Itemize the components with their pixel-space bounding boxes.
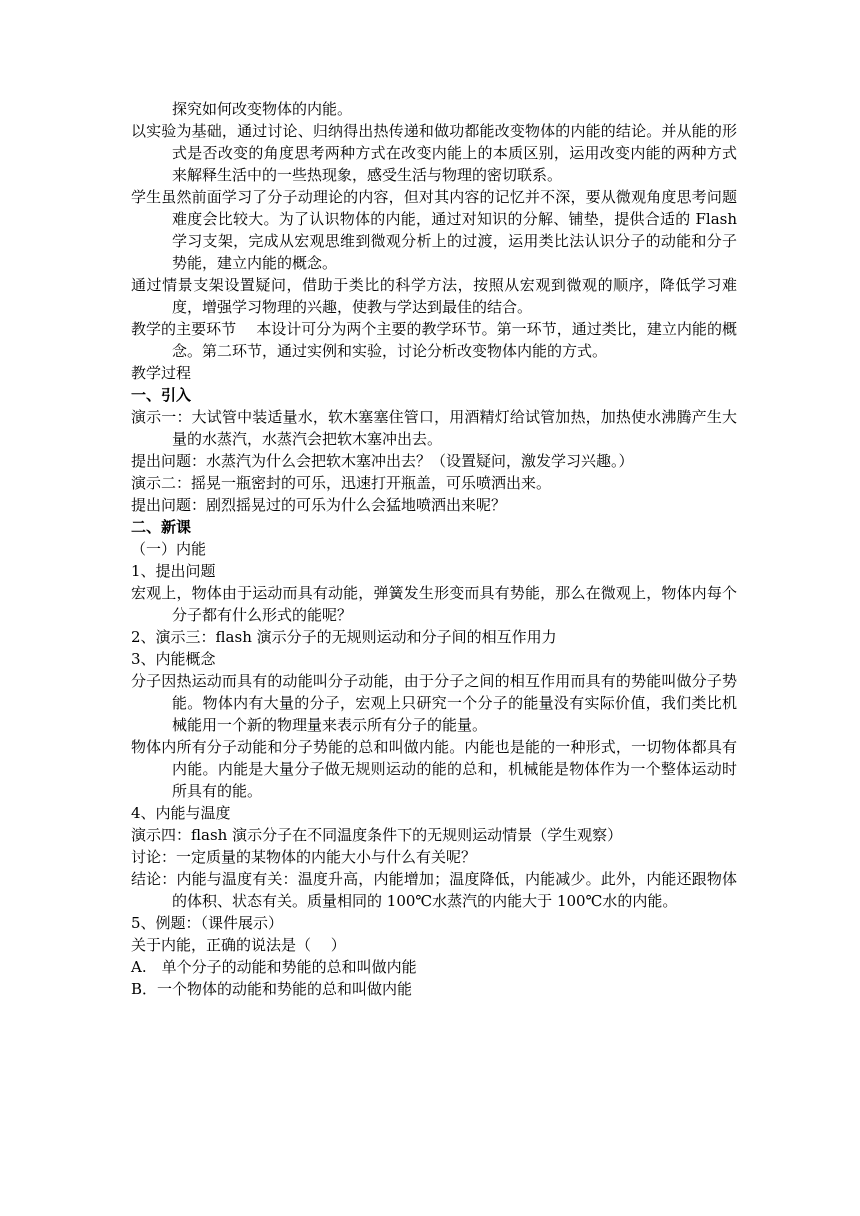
- heading-introduction: 一、引入: [131, 386, 192, 404]
- paragraph-main-steps: [131, 318, 737, 362]
- paragraph-step-one: 1、提出问题: [131, 562, 216, 580]
- paragraph-step-three-text-two: 物体内所有分子动能和分子势能的总和叫做内能。内能也是能的一种形式，一切物体都具有内能。内能是大量分子做无规则运动的能的总和，机械能是物体作为一个整体运动时所具有的能。: [131, 738, 737, 800]
- heading-new-lesson: 二、新课: [131, 518, 192, 536]
- main-steps-text: 本设计可分为两个主要的教学环节。第一环节，通过类比，建立内能的概念。第二环节，通过实例和实验，讨论分析改变物体内能的方式。: [172, 320, 737, 360]
- paragraph-option-a: A. 单个分子的动能和势能的总和叫做内能: [131, 958, 417, 976]
- paragraph-discussion: 讨论：一定质量的某物体的内能大小与什么有关呢？: [131, 848, 477, 866]
- paragraph-step-three: 3、内能概念: [131, 650, 216, 668]
- paragraph-goal-experiment: 以实验为基础，通过讨论、归纳得出热传递和做功都能改变物体的内能的结论。并从能的形式是否改变的角度思考两种方式在改变内能上的本质区别，运用改变内能的两种方式来解释生活中的一些热现象，感受生活与物理的密切联系。: [131, 122, 737, 184]
- paragraph-question-two: 提出问题：剧烈摇晃过的可乐为什么会猛地喷洒出来呢？: [131, 496, 507, 514]
- paragraph-example-question: 关于内能，正确的说法是（ ）: [131, 936, 346, 954]
- paragraph-option-b: B．一个物体的动能和势能的总和叫做内能: [131, 980, 413, 998]
- paragraph-step-five: 5、例题：（课件展示）: [131, 914, 284, 932]
- main-steps-label: 教学的主要环节: [131, 320, 237, 338]
- paragraph-step-one-text: 宏观上，物体由于运动而具有动能，弹簧发生形变而具有势能，那么在微观上，物体内每个分子都有什么形式的能呢？: [131, 584, 737, 624]
- paragraph-demo-four: 演示四：flash 演示分子在不同温度条件下的无规则运动情景（学生观察）: [131, 826, 623, 844]
- document-page: [131, 98, 737, 1000]
- paragraph-teaching-strategy: 通过情景支架设置疑问，借助于类比的科学方法，按照从宏观到微观的顺序，降低学习难度，增强学习物理的兴趣，使教与学达到最佳的结合。: [131, 276, 737, 316]
- paragraph-step-three-text-one: 分子因热运动而具有的动能叫分子动能，由于分子之间的相互作用而具有的势能叫做分子势能。物体内有大量的分子，宏观上只研究一个分子的能量没有实际价值，我们类比机械能用一个新的物理量来表示所有分子的能量。: [131, 672, 737, 734]
- paragraph-section-internal-energy: （一）内能: [131, 540, 207, 558]
- paragraph-question-one: 提出问题：水蒸汽为什么会把软木塞冲出去？（设置疑问，激发学习兴趣。）: [131, 452, 634, 470]
- paragraph-conclusion: 结论：内能与温度有关：温度升高，内能增加；温度降低，内能减少。此外，内能还跟物体的体积、状态有关。质量相同的 100℃水蒸汽的内能大于 100℃水的内能。: [131, 870, 737, 910]
- paragraph-step-two: 2、演示三：flash 演示分子的无规则运动和分子间的相互作用力: [131, 628, 557, 646]
- paragraph-demo-one: 演示一：大试管中装适量水，软木塞塞住管口，用酒精灯给试管加热，加热使水沸腾产生大量的水蒸汽，水蒸汽会把软木塞冲出去。: [131, 408, 737, 448]
- paragraph-demo-two: 演示二：摇晃一瓶密封的可乐，迅速打开瓶盖，可乐喷洒出来。: [131, 474, 552, 492]
- paragraph-student-analysis: 学生虽然前面学习了分子动理论的内容，但对其内容的记忆并不深，要从微观角度思考问题难度会比较大。为了认识物体的内能，通过对知识的分解、铺垫，提供合适的 Flash 学习支架，完成从宏观思维到微观分析上的过渡，运用类比法认识分子的动能和分子势能，建立内能的概念。: [131, 188, 737, 272]
- paragraph-step-four: 4、内能与温度: [131, 804, 231, 822]
- paragraph-intro-continued: 探究如何改变物体的内能。: [172, 100, 353, 118]
- paragraph-process-title: 教学过程: [131, 364, 192, 382]
